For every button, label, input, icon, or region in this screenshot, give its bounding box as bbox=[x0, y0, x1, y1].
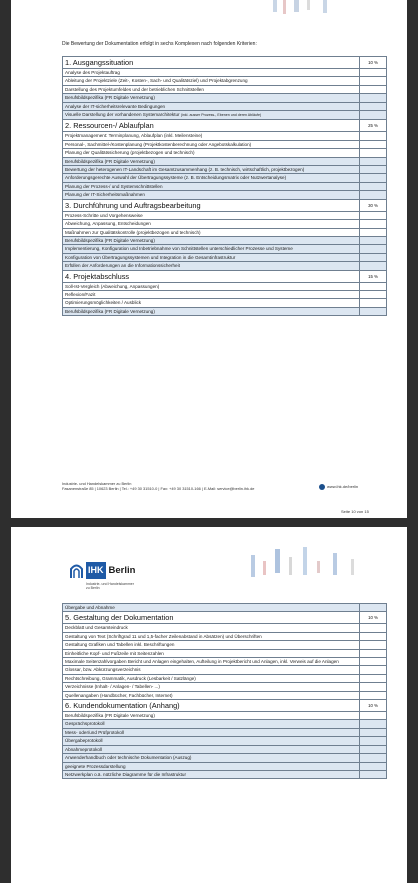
criterion-text bbox=[63, 157, 360, 165]
decorative-stripe bbox=[251, 555, 255, 577]
criterion-row-highlighted bbox=[63, 253, 387, 261]
section-title bbox=[63, 199, 360, 211]
section-heading-row bbox=[63, 700, 387, 712]
criterion-text bbox=[63, 666, 360, 674]
cell-text: Gestaltung Grafiken und Tabellen inkl. Beschriftungen bbox=[65, 642, 175, 648]
criterion-text bbox=[63, 641, 360, 649]
cell-text: 2. Ressourcen-/ Ablaufplan bbox=[65, 121, 154, 131]
weight-cell bbox=[360, 236, 387, 244]
cell-text: Abnahmeprotokoll bbox=[65, 746, 103, 752]
criterion-row bbox=[63, 632, 387, 640]
criterion-row bbox=[63, 132, 387, 140]
ihk-berlin-logo bbox=[69, 561, 135, 579]
weight-cell: 10 % bbox=[360, 700, 387, 712]
decorative-stripe bbox=[317, 561, 320, 573]
criterion-text bbox=[63, 307, 360, 315]
criterion-row bbox=[63, 282, 387, 290]
cell-text: Darstellung des Projektumfeldes und der betrieblichen Schnittstellen bbox=[65, 86, 204, 92]
criterion-row-highlighted bbox=[63, 262, 387, 270]
decorative-stripe bbox=[307, 0, 310, 10]
criterion-row bbox=[63, 624, 387, 632]
section-heading-row bbox=[63, 270, 387, 282]
cell-text: Verzeichnisse (Inhalt- / Anlagen- / Tabellen- ...) bbox=[65, 684, 160, 690]
criterion-row-highlighted bbox=[63, 174, 387, 182]
criterion-row-highlighted bbox=[63, 770, 387, 778]
cell-text: Berufsbildspezifika (FR Digitale Vernetzung) bbox=[65, 308, 155, 314]
criterion-text bbox=[63, 770, 360, 778]
weight-cell bbox=[360, 69, 387, 77]
section-heading-row bbox=[63, 57, 387, 69]
decorative-stripe bbox=[263, 561, 266, 575]
criterion-text bbox=[63, 720, 360, 728]
decorative-stripe bbox=[273, 0, 277, 12]
criterion-row-highlighted bbox=[63, 94, 387, 102]
criterion-text bbox=[63, 182, 360, 190]
decorative-stripe bbox=[275, 549, 280, 573]
criterion-text bbox=[63, 754, 360, 762]
criterion-text bbox=[63, 228, 360, 236]
criterion-row bbox=[63, 69, 387, 77]
criterion-text bbox=[63, 236, 360, 244]
cell-text: 3. Durchführung und Auftragsbearbeitung bbox=[65, 200, 201, 210]
criterion-row bbox=[63, 299, 387, 307]
criterion-text bbox=[63, 262, 360, 270]
decorative-stripe bbox=[303, 547, 307, 575]
section-heading-row bbox=[63, 120, 387, 132]
weight-cell bbox=[360, 624, 387, 632]
cell-text: Maximale Seitenzahlvorgaben Bericht und Anlagen eingehalten, Aufteilung in Projektbericht und Anlagen, inkl. Verweis auf die Anlagen bbox=[65, 659, 339, 665]
weight-cell bbox=[360, 728, 387, 736]
weight-cell bbox=[360, 307, 387, 315]
weight-cell bbox=[360, 140, 387, 148]
criterion-row-highlighted bbox=[63, 762, 387, 770]
criterion-row-highlighted bbox=[63, 102, 387, 110]
criterion-text bbox=[63, 290, 360, 298]
cell-text: 6. Kundendokumentation (Anhang) bbox=[65, 701, 180, 711]
weight-cell bbox=[360, 282, 387, 290]
criterion-row-highlighted bbox=[63, 111, 387, 120]
cell-text: Berufsbildspezifika (FR Digitale Vernetzung) bbox=[65, 713, 155, 719]
cell-text: Abweichung, Anpassung, Entscheidungen bbox=[65, 221, 151, 227]
criterion-row-highlighted bbox=[63, 754, 387, 762]
weight-cell bbox=[360, 745, 387, 753]
document-page-2 bbox=[11, 527, 407, 883]
criterion-row bbox=[63, 290, 387, 298]
weight-cell bbox=[360, 720, 387, 728]
weight-cell bbox=[360, 174, 387, 182]
cell-text: Glossar, bzw. Abkürzungsverzeichnis bbox=[65, 667, 141, 673]
weight-cell bbox=[360, 85, 387, 93]
decorative-stripe bbox=[283, 0, 286, 14]
criterion-text bbox=[63, 132, 360, 140]
cell-text: Anwenderhandbuch oder technische Dokumentation (Auszug) bbox=[65, 755, 192, 761]
criterion-text bbox=[63, 762, 360, 770]
cell-text: Optimierungsmöglichkeiten / Ausblick bbox=[65, 300, 142, 306]
weight-cell bbox=[360, 658, 387, 666]
logo-berlin-text: Berlin bbox=[108, 564, 136, 576]
cell-text: Planung der IT-Sicherheitsmaßnahmen bbox=[65, 192, 145, 198]
cell-text: Ableitung der Projektziele (Zeit-, Kosten-, Sach- und Qualitätsziel) und Projektabgrenzung bbox=[65, 78, 248, 84]
weight-cell bbox=[360, 132, 387, 140]
weight-cell bbox=[360, 253, 387, 261]
criterion-text bbox=[63, 253, 360, 261]
criterion-row bbox=[63, 85, 387, 93]
section-title bbox=[63, 57, 360, 69]
cell-text: Analyse des Projektauftrag bbox=[65, 70, 120, 75]
cell-text: Gesprächsprotokoll bbox=[65, 721, 105, 727]
section-heading-row bbox=[63, 612, 387, 624]
weight-cell: 30 % bbox=[360, 199, 387, 211]
weight-cell: 10 % bbox=[360, 57, 387, 69]
weight-cell: 10 % bbox=[360, 612, 387, 624]
cell-text: Rechtschreibung, Grammatik, Ausdruck (Lesbarkeit / Satzlänge) bbox=[65, 675, 196, 681]
logo-subtitle-line: zu Berlin bbox=[86, 586, 100, 590]
weight-cell bbox=[360, 245, 387, 253]
criterion-note: (inkl. ausser Prozess-, Ebenen und deren Abläufe) bbox=[180, 113, 262, 118]
weight-cell bbox=[360, 228, 387, 236]
criterion-row-highlighted bbox=[63, 236, 387, 244]
criterion-row-highlighted bbox=[63, 604, 387, 612]
criterion-text bbox=[63, 85, 360, 93]
weight-cell bbox=[360, 182, 387, 190]
footer-address bbox=[62, 481, 254, 491]
criterion-text bbox=[63, 649, 360, 657]
weight-cell bbox=[360, 166, 387, 174]
page-number: Seite 10 von 15 bbox=[341, 509, 369, 514]
criterion-row bbox=[63, 77, 387, 85]
criterion-row bbox=[63, 674, 387, 682]
criterion-text bbox=[63, 624, 360, 632]
cell-text: Berufsbildspezifika (FR Digitale Vernetzung) bbox=[65, 158, 155, 164]
weight-cell bbox=[360, 691, 387, 699]
document-page-1 bbox=[11, 0, 407, 518]
weight-cell bbox=[360, 157, 387, 165]
criterion-row bbox=[63, 666, 387, 674]
cell-text: Visuelle Darstellung der vorhandenen Systemarchitektur bbox=[65, 112, 180, 118]
criterion-text bbox=[63, 211, 360, 219]
criterion-row-highlighted bbox=[63, 737, 387, 745]
weight-cell bbox=[360, 666, 387, 674]
cell-text: Netzwerkplan o.ä. nützliche Diagramme für die Infrastruktur bbox=[65, 771, 187, 777]
weight-cell bbox=[360, 290, 387, 298]
weight-cell bbox=[360, 299, 387, 307]
criterion-text bbox=[63, 102, 360, 110]
weight-cell bbox=[360, 191, 387, 199]
weight-cell bbox=[360, 632, 387, 640]
weight-cell bbox=[360, 211, 387, 219]
criterion-text bbox=[63, 658, 360, 666]
cell-text: Planung der Qualitätssicherung (projektbezogen und technisch) bbox=[65, 150, 195, 156]
criterion-text bbox=[63, 683, 360, 691]
weight-cell bbox=[360, 102, 387, 110]
logo-subtitle bbox=[86, 582, 134, 590]
weight-cell bbox=[360, 712, 387, 720]
section-title bbox=[63, 612, 360, 624]
decorative-stripe bbox=[351, 559, 354, 575]
cell-text: Bewertung der heterogenen IT-Landschaft im Gesamtzusammenhang (z. B. technisch, wirtschaftlich, projektbezogen) bbox=[65, 167, 305, 173]
decorative-stripe bbox=[333, 553, 337, 575]
criterion-text bbox=[63, 745, 360, 753]
criterion-row-highlighted bbox=[63, 191, 387, 199]
criterion-row bbox=[63, 140, 387, 148]
footer-url-text: www.ihk.de/berlin bbox=[327, 484, 359, 490]
weight-cell: 25 % bbox=[360, 120, 387, 132]
cell-text: Einheitliche Kopf- und Fußzeile mit Seitenzahlen bbox=[65, 650, 164, 656]
section-heading-row bbox=[63, 199, 387, 211]
section-title bbox=[63, 120, 360, 132]
weight-cell bbox=[360, 149, 387, 157]
cell-text: Mess- oder/und Prüfprotokoll bbox=[65, 729, 124, 735]
criterion-row-highlighted bbox=[63, 182, 387, 190]
criterion-text bbox=[63, 604, 360, 612]
footer-contact: Fasanenstraße 85 | 10623 Berlin | Tel.: +49 30 31510-0 | Fax: +49 30 31510-166 | E-Mail: service@berlin.ihk.de bbox=[62, 486, 255, 491]
criterion-row-highlighted bbox=[63, 720, 387, 728]
weight-cell bbox=[360, 762, 387, 770]
criterion-text bbox=[63, 166, 360, 174]
weight-cell bbox=[360, 649, 387, 657]
cell-text: 5. Gestaltung der Dokumentation bbox=[65, 613, 174, 623]
cell-text: Übergabe und Abnahme bbox=[65, 605, 115, 610]
cell-text: Gestaltung von Text (Schriftgrad 11 und 1,5-facher Zeilenabstand in Absätzen) und Überschriften bbox=[65, 633, 262, 639]
criterion-row bbox=[63, 641, 387, 649]
criterion-row bbox=[63, 691, 387, 699]
globe-icon bbox=[319, 484, 325, 490]
criterion-text bbox=[63, 674, 360, 682]
criterion-row bbox=[63, 211, 387, 219]
criterion-text bbox=[63, 245, 360, 253]
weight-cell bbox=[360, 77, 387, 85]
criterion-text bbox=[63, 94, 360, 102]
weight-cell bbox=[360, 94, 387, 102]
criterion-text bbox=[63, 299, 360, 307]
ihk-logo-arch-icon bbox=[69, 562, 84, 578]
footer-url[interactable] bbox=[319, 484, 358, 490]
weight-cell bbox=[360, 683, 387, 691]
intro-text: Die Bewertung der Dokumentation erfolgt in sechs Komplexen nach folgenden Kriterien: bbox=[62, 41, 257, 47]
decorative-stripe bbox=[323, 0, 327, 13]
criterion-text bbox=[63, 140, 360, 148]
criterion-text bbox=[63, 69, 360, 77]
criterion-text bbox=[63, 691, 360, 699]
cell-text: Deckblatt und Gesamteindruck bbox=[65, 625, 128, 631]
criterion-row-highlighted bbox=[63, 307, 387, 315]
section-title bbox=[63, 270, 360, 282]
cell-text: Analyse der IT-sicherheitsrelevante Bedingungen bbox=[65, 103, 166, 109]
cell-text: Implementierung, Konfiguration und Inbetriebnahme von Schnittstellen unterschiedlicher Prozesse und Systeme bbox=[65, 246, 293, 252]
criterion-row bbox=[63, 220, 387, 228]
cell-text: geeignete Prozessdarstellung bbox=[65, 763, 126, 769]
logo-subtitle-line: Industrie- und Handelskammer bbox=[86, 582, 134, 586]
criterion-text bbox=[63, 220, 360, 228]
weight-cell bbox=[360, 674, 387, 682]
logo-ihk-box: IHK bbox=[86, 562, 106, 579]
cell-text: Soll-Ist-Vergleich (Abweichung, Anpassungen) bbox=[65, 283, 160, 289]
criterion-row bbox=[63, 149, 387, 157]
criterion-text bbox=[63, 77, 360, 85]
cell-text: 4. Projektabschluss bbox=[65, 271, 130, 281]
cell-text: Personal-, Sachmittel-/Kostenplanung (Projektkostenberechnung oder Angebotskalkulation) bbox=[65, 141, 252, 147]
criterion-text bbox=[63, 149, 360, 157]
weight-cell bbox=[360, 604, 387, 612]
cell-text: Quellenangaben (Handbücher, Fachbücher, Internet) bbox=[65, 692, 173, 698]
cell-text: Prozess-Schritte und Vorgehensweise bbox=[65, 212, 143, 218]
cell-text: 1. Ausgangssituation bbox=[65, 58, 134, 67]
cell-text: Berufsbildspezifika (FR Digitale Vernetzung) bbox=[65, 237, 155, 243]
weight-cell bbox=[360, 754, 387, 762]
weight-cell bbox=[360, 220, 387, 228]
criterion-row bbox=[63, 712, 387, 720]
criterion-row bbox=[63, 683, 387, 691]
weight-cell bbox=[360, 262, 387, 270]
weight-cell bbox=[360, 111, 387, 120]
criterion-row-highlighted bbox=[63, 745, 387, 753]
criterion-text bbox=[63, 712, 360, 720]
cell-text: Maßnahmen zur Qualitätskontrolle (projektbezogen und technisch) bbox=[65, 229, 201, 235]
weight-cell bbox=[360, 737, 387, 745]
criterion-text bbox=[63, 282, 360, 290]
criterion-text bbox=[63, 191, 360, 199]
criterion-row-highlighted bbox=[63, 728, 387, 736]
cell-text: Projektmanagement: Terminplanung, Ablaufplan (inkl. Meilensteine) bbox=[65, 133, 203, 139]
cell-text: Konfiguration von Übertragungssystemen und Integration in die Gesamtinfrastruktur bbox=[65, 254, 236, 260]
weight-cell bbox=[360, 641, 387, 649]
criterion-row-highlighted bbox=[63, 157, 387, 165]
criterion-row-highlighted bbox=[63, 245, 387, 253]
criterion-row bbox=[63, 228, 387, 236]
decorative-stripe bbox=[289, 557, 292, 575]
cell-text: Anforderungsgerechte Auswahl der Übertragungssysteme (z. B. Entscheidungsmatrix oder Nutzwertanalyse) bbox=[65, 175, 287, 181]
cell-text: Erfüllen der Anforderungen an die Informationssicherheit bbox=[65, 263, 180, 269]
criterion-row bbox=[63, 658, 387, 666]
criteria-table-page-1 bbox=[62, 56, 387, 316]
cell-text: Übergabeprotokoll bbox=[65, 738, 103, 744]
decorative-stripe bbox=[294, 0, 299, 12]
criterion-row bbox=[63, 649, 387, 657]
weight-cell: 15 % bbox=[360, 270, 387, 282]
criterion-text bbox=[63, 728, 360, 736]
criteria-table-page-2 bbox=[62, 603, 387, 779]
criterion-text bbox=[63, 174, 360, 182]
criterion-text bbox=[63, 111, 360, 120]
criterion-text bbox=[63, 737, 360, 745]
criterion-text bbox=[63, 632, 360, 640]
weight-cell bbox=[360, 770, 387, 778]
footer-org-name: Industrie- und Handelskammer zu Berlin bbox=[62, 481, 132, 486]
cell-text: Reflexion/Fazit bbox=[65, 291, 96, 297]
criterion-row-highlighted bbox=[63, 166, 387, 174]
cell-text: Planung der Prozess-/ und Systemschnittstellen bbox=[65, 183, 163, 189]
cell-text: Berufsbildspezifika (FR Digitale Vernetzung) bbox=[65, 95, 155, 101]
section-title bbox=[63, 700, 360, 712]
